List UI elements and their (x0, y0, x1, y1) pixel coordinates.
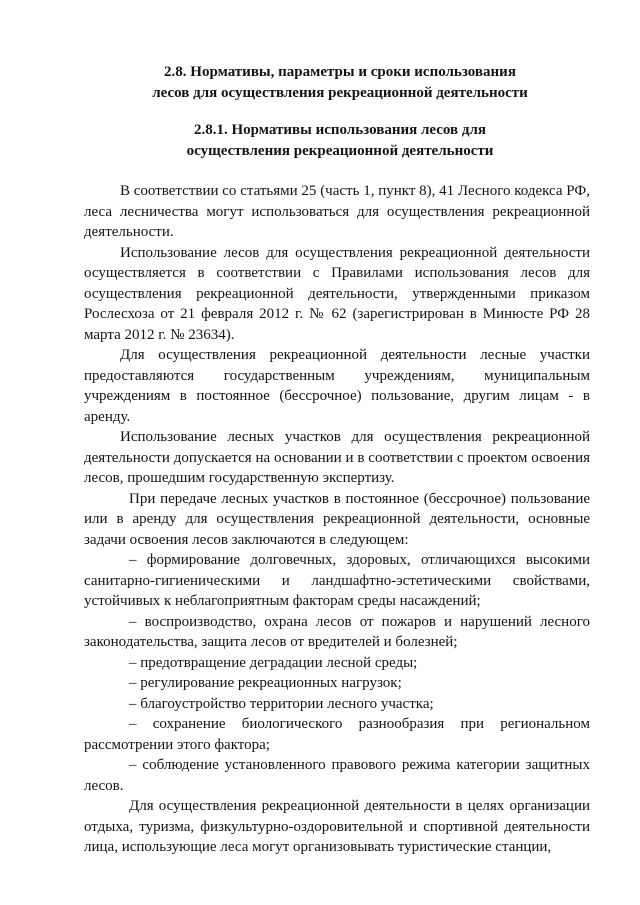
task-list-item: – предотвращение деградации лесной среды; (129, 654, 418, 671)
paragraph: При передаче лесных участков в постоянное (бессрочное) пользование или в аренду для осуществления рекреационной деятельности, основные задачи освоения лесов заключаются в следующем: (84, 490, 590, 548)
body-text (84, 181, 590, 858)
section-heading (80, 62, 600, 104)
paragraph: Использование лесов для осуществления рекреационной деятельности осуществляется в соответствии с Правилами использования лесов для осуществления рекреационной деятельности, утвержденными приказом Рослесхоза от 21 февраля 2012 г. № 62 (зарегистрирован в Минюсте РФ 28 марта 2012 г. № 23634). (84, 244, 590, 343)
section-heading-line-1: 2.8. Нормативы, параметры и сроки использования (164, 64, 516, 80)
closing-paragraph: Для осуществления рекреационной деятельности в целях организации отдыха, туризма, физкультурно-оздоровительной и спортивной деятельности лица, использующие леса могут организовывать туристические станции, (84, 798, 590, 855)
task-list-item: – сохранение биологического разнообразия при региональном рассмотрении этого фактора; (84, 716, 590, 753)
task-list-item: – формирование долговечных, здоровых, отличающихся высокими санитарно-гигиеническими и ландшафтно-эстетическими свойствами, устойчивых к неблагоприятным факторам среды насаждений; (84, 552, 590, 609)
subsection-heading-line-2: осуществления рекреационной деятельности (186, 143, 494, 159)
task-list-item: – регулирование рекреационных нагрузок; (129, 675, 402, 691)
task-list-item: – благоустройство территории лесного участка; (129, 695, 434, 712)
task-list-item: – соблюдение установленного правового режима категории защитных лесов. (84, 757, 590, 794)
section-heading-line-2: лесов для осуществления рекреационной деятельности (152, 85, 528, 101)
subsection-heading-line-1: 2.8.1. Нормативы использования лесов для (193, 122, 486, 138)
task-list-item: – воспроизводство, охрана лесов от пожаров и нарушений лесного законодательства, защита лесов от вредителей и болезней; (84, 613, 590, 650)
paragraph: В соответствии со статьями 25 (часть 1, пункт 8), 41 Лесного кодекса РФ, леса лесничества могут использоваться для осуществления рекреационной деятельности. (84, 183, 590, 240)
subsection-heading (80, 120, 600, 162)
paragraph: Для осуществления рекреационной деятельности лесные участки предоставляются государственным учреждениям, муниципальным учреждениям в постоянное (бессрочное) пользование, другим лицам - в аренду. (84, 347, 590, 425)
paragraph: Использование лесных участков для осуществления рекреационной деятельности допускается на основании и в соответствии с проектом освоения лесов, прошедшим государственную экспертизу. (84, 429, 590, 486)
